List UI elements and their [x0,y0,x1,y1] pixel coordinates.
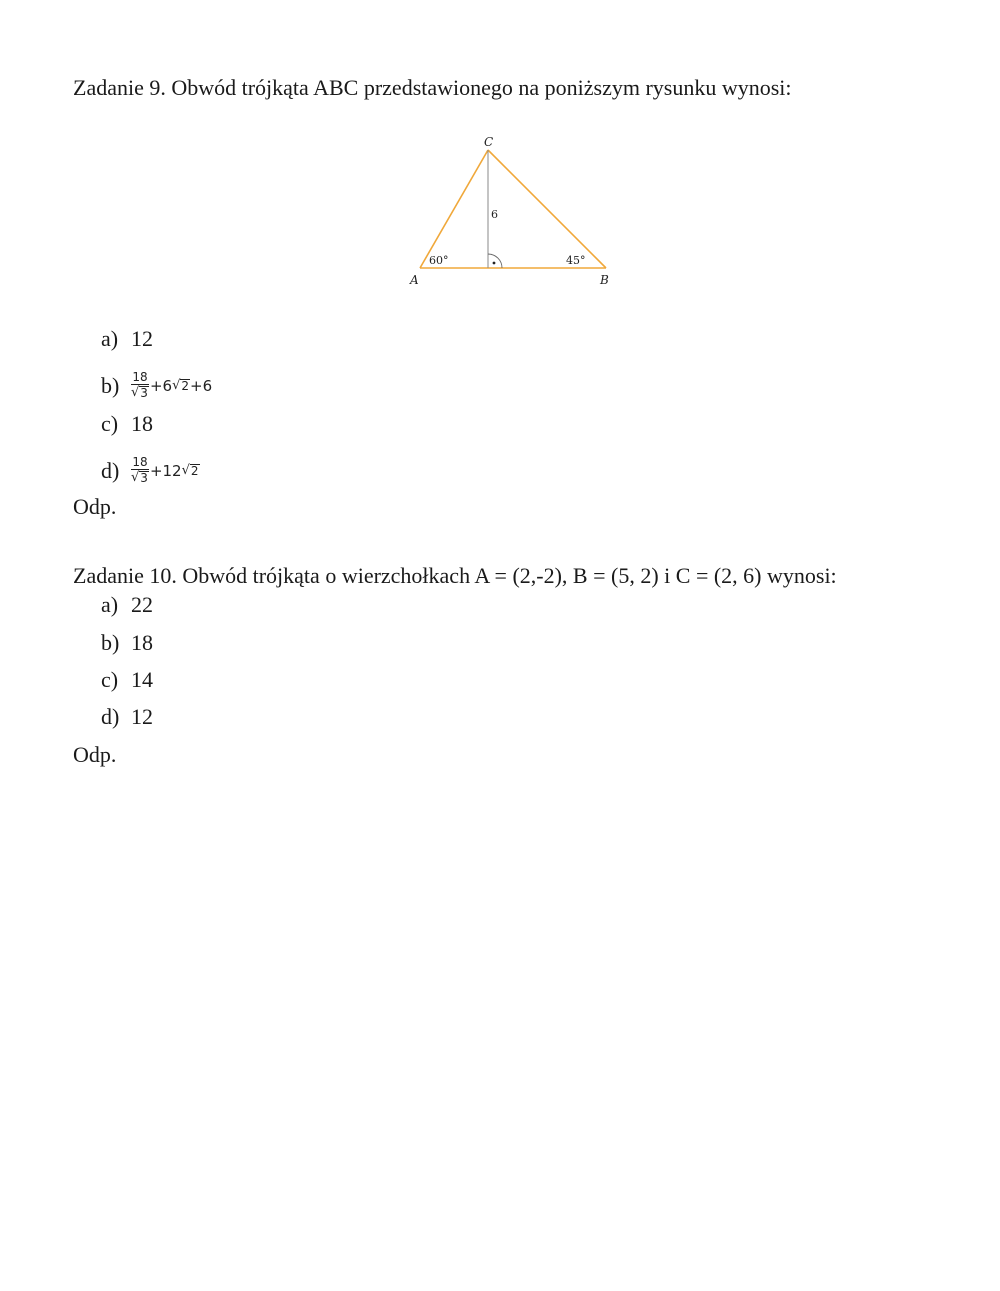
task-9-title: Zadanie 9. Obwód trójkąta ABC przedstawionego na poniższym rysunku wynosi: [73,75,792,100]
task-9-option-d [101,446,200,484]
fraction [131,457,149,484]
side-ac [420,150,488,268]
task-9-answer-label: Odp. [73,494,117,519]
fraction [131,372,149,399]
option-letter: d) [101,704,120,729]
angle-b-label: 45° [566,254,586,267]
height-label: 6 [491,208,498,221]
sqrt-radicand: 2 [190,464,199,478]
option-value: 18 [131,630,153,655]
option-letter: b) [101,373,120,398]
option-value: 14 [131,667,153,692]
vertex-b-label: B [600,273,609,287]
option-value: 12 [131,704,153,729]
sqrt-icon: √ [131,470,140,485]
task-9-option-b [101,361,212,399]
right-angle-arc [488,254,502,268]
vertex-a-label: A [410,273,419,287]
right-angle-dot [493,262,496,265]
fraction-denominator [131,385,149,399]
task-10-title: Zadanie 10. Obwód trójkąta o wierzchołkach A = (2,-2), B = (5, 2) i C = (2, 6) wynosi: [73,563,837,588]
option-math-expression [131,457,200,484]
sqrt-icon: √ [181,463,190,478]
option-letter: d) [101,458,120,483]
task-10-answer-label: Odp. [73,742,117,767]
angle-a-label: 60° [429,254,449,267]
option-letter: a) [101,592,119,617]
task-10-option-a [101,592,153,618]
math-term: +6 [190,376,213,395]
math-term: +6 [149,376,173,395]
option-letter: c) [101,667,119,692]
fraction-denominator [131,470,149,484]
sqrt-radicand: 3 [140,386,148,400]
task-10-option-c [101,667,153,693]
option-letter: b) [101,630,120,655]
task-9-option-c [101,411,153,437]
option-value: 22 [131,592,153,617]
option-math-expression [131,372,212,399]
fraction-numerator: 18 [132,455,148,469]
task-9-option-a [101,326,153,352]
square-root [172,379,190,392]
fraction-numerator: 18 [132,370,148,384]
vertex-c-label: C [484,135,494,149]
option-value: 18 [131,411,153,436]
square-root [182,464,200,477]
triangle-figure [400,130,620,295]
sqrt-icon: √ [172,378,181,393]
sqrt-radicand: 3 [140,471,148,485]
side-bc [488,150,606,268]
sqrt-radicand: 2 [181,379,189,393]
option-value: 12 [131,326,153,351]
task-10-option-b [101,630,153,656]
task-10-option-d [101,704,153,730]
sqrt-icon: √ [131,385,140,400]
option-letter: c) [101,411,119,436]
option-letter: a) [101,326,119,351]
math-term: +12 [149,461,182,480]
